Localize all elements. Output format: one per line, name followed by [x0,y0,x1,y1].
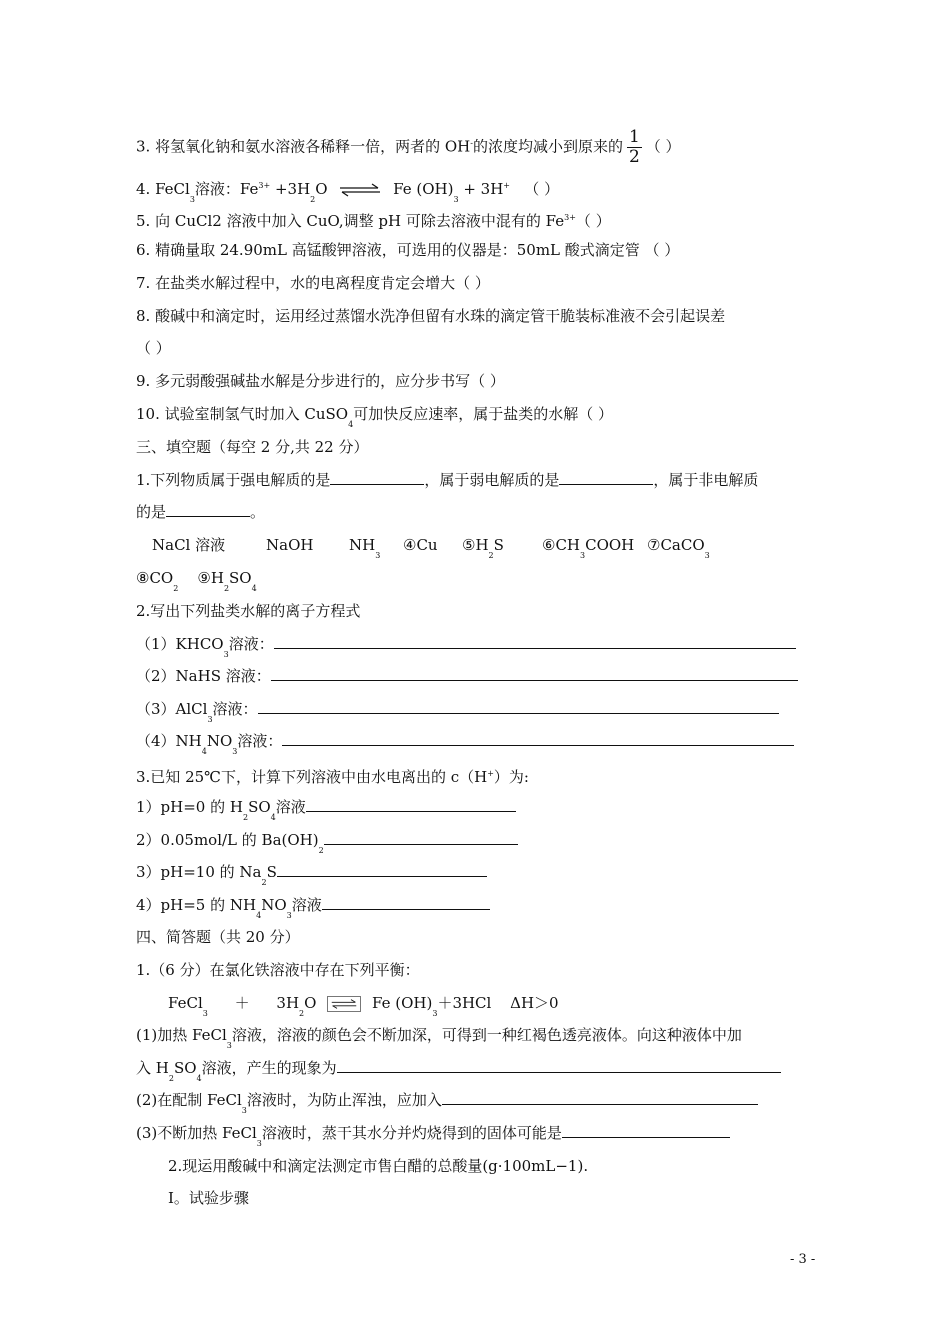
answer-blank[interactable] [166,502,250,517]
answer-blank[interactable] [258,699,779,714]
fill-3-2: 2）0.05mol/L 的 $Ba(OH)_2$ [136,830,518,861]
answer-blank[interactable] [282,731,794,746]
fill-2-2: （2）NaHS 溶液： [136,666,798,686]
answer-blank[interactable] [322,895,490,910]
answer-blank[interactable] [274,634,796,649]
materials-row-2: $⑧CO_2$ $⑨H_2SO_4$ [136,569,257,593]
section-4-heading: 四、简答题（共 20 分） [136,928,300,946]
question-3: 3. 将氢氧化钠和氨水溶液各稀释一倍，两者的 OH-的浓度均减小到原来的 $\frac{1}{2}$ （ ） [136,127,681,167]
section-3-heading: 三、填空题（每空 2 分,共 22 分） [136,438,369,456]
reversible-arrow-icon [327,996,361,1012]
answer-blank[interactable] [306,797,516,812]
part-2: (2)在配制 FeCl$_3$溶液时，为防止浑浊，应加入 [136,1090,758,1121]
answer-blank[interactable] [324,830,518,845]
short-answer-2: 2.现运用酸碱中和滴定法测定市售白醋的总酸量(g·100mL−1). [168,1157,589,1175]
answer-blank[interactable] [337,1058,781,1073]
answer-blank[interactable] [330,470,424,485]
fill-2-3: （3）AlCl$_3$溶液： [136,699,779,730]
fill-3-4: 4）pH=5 的 $NH_4NO_3$溶液 [136,895,490,926]
fraction-one-half: $\frac{1}{2}$ [628,127,640,167]
fill-2-1: $(1)KHCO_3$溶液： [136,634,796,665]
part-1: (1)加热 FeCl$_3$溶液，溶液的颜色会不断加深，可得到一种红褐色透亮液体。向这种液体中加 [136,1026,742,1050]
question-7: 7. 在盐类水解过程中，水的电离程度肯定会增大（ ） [136,274,490,292]
short-answer-1: 1.（6 分）在氯化铁溶液中存在下列平衡： [136,961,420,979]
fill-3-1: 1）pH=0 的 $H_2SO_4$溶液 [136,797,516,828]
fill-2-4: $(4)NH_4NO_3$溶液： [136,731,794,762]
part-3: (3)不断加热 FeCl$_3$溶液时，蒸干其水分并灼烧得到的固体可能是 [136,1123,730,1154]
fill-1: 1.下列物质属于强电解质的是 ，属于弱电解质的是 ，属于非电解质 [136,471,759,489]
question-4: 4. FeCl$_3$溶液：$Fe^{3+} +3H_2O$ Fe $(OH)_3 + 3H^+$ （ ） [136,180,560,204]
fill-2: 2.写出下列盐类水解的离子方程式 [136,602,361,620]
fill-3: 3.已知 25℃下，计算下列溶液中由水电离出的 c（H+）为: [136,768,529,786]
materials-row-1: NaCl 溶液 NaOH $NH_3$ ④Cu $⑤H_2S$ $⑥CH_3COOH$ ⑦CaCO$_3$ [152,536,710,560]
answer-blank[interactable] [559,470,653,485]
answer-blank[interactable] [277,862,487,877]
question-8: 8. 酸碱中和滴定时，运用经过蒸馏水洗净但留有水珠的滴定管干脆装标准液不会引起误差 [136,307,726,325]
experiment-steps-heading: Ⅰ。试验步骤 [168,1189,249,1207]
question-6: 6. 精确量取 24.90mL 高锰酸钾溶液，可选用的仪器是：50mL 酸式滴定管 （ ） [136,241,680,259]
fill-3-3: 3）pH=10 的 $Na_2S$ [136,862,487,893]
part-1-cont: 入 $H_2SO_4$溶液，产生的现象为 [136,1058,781,1089]
reversible-arrow-icon [338,183,382,197]
equilibrium-equation: FeCl$_3$ ＋ $3H_2O$ Fe $(OH)_3+3HCl$ ΔH＞0 [168,994,559,1018]
answer-blank[interactable] [442,1090,758,1105]
page-number: - 3 - [790,1252,816,1267]
question-5: 5. 向 CuCl2 溶液中加入 CuO,调整 pH 可除去溶液中混有的 $Fe^{3+}$（ ） [136,212,611,230]
question-8-paren: （ ） [136,339,171,357]
fill-1-cont: 的是 。 [136,503,266,521]
answer-blank[interactable] [271,666,798,681]
answer-blank[interactable] [562,1123,730,1138]
question-10: 10. 试验室制氢气时加入 CuSO$_4$可加快反应速率，属于盐类的水解（ ） [136,405,613,429]
question-9: 9. 多元弱酸强碱盐水解是分步进行的，应分步书写（ ） [136,372,505,390]
